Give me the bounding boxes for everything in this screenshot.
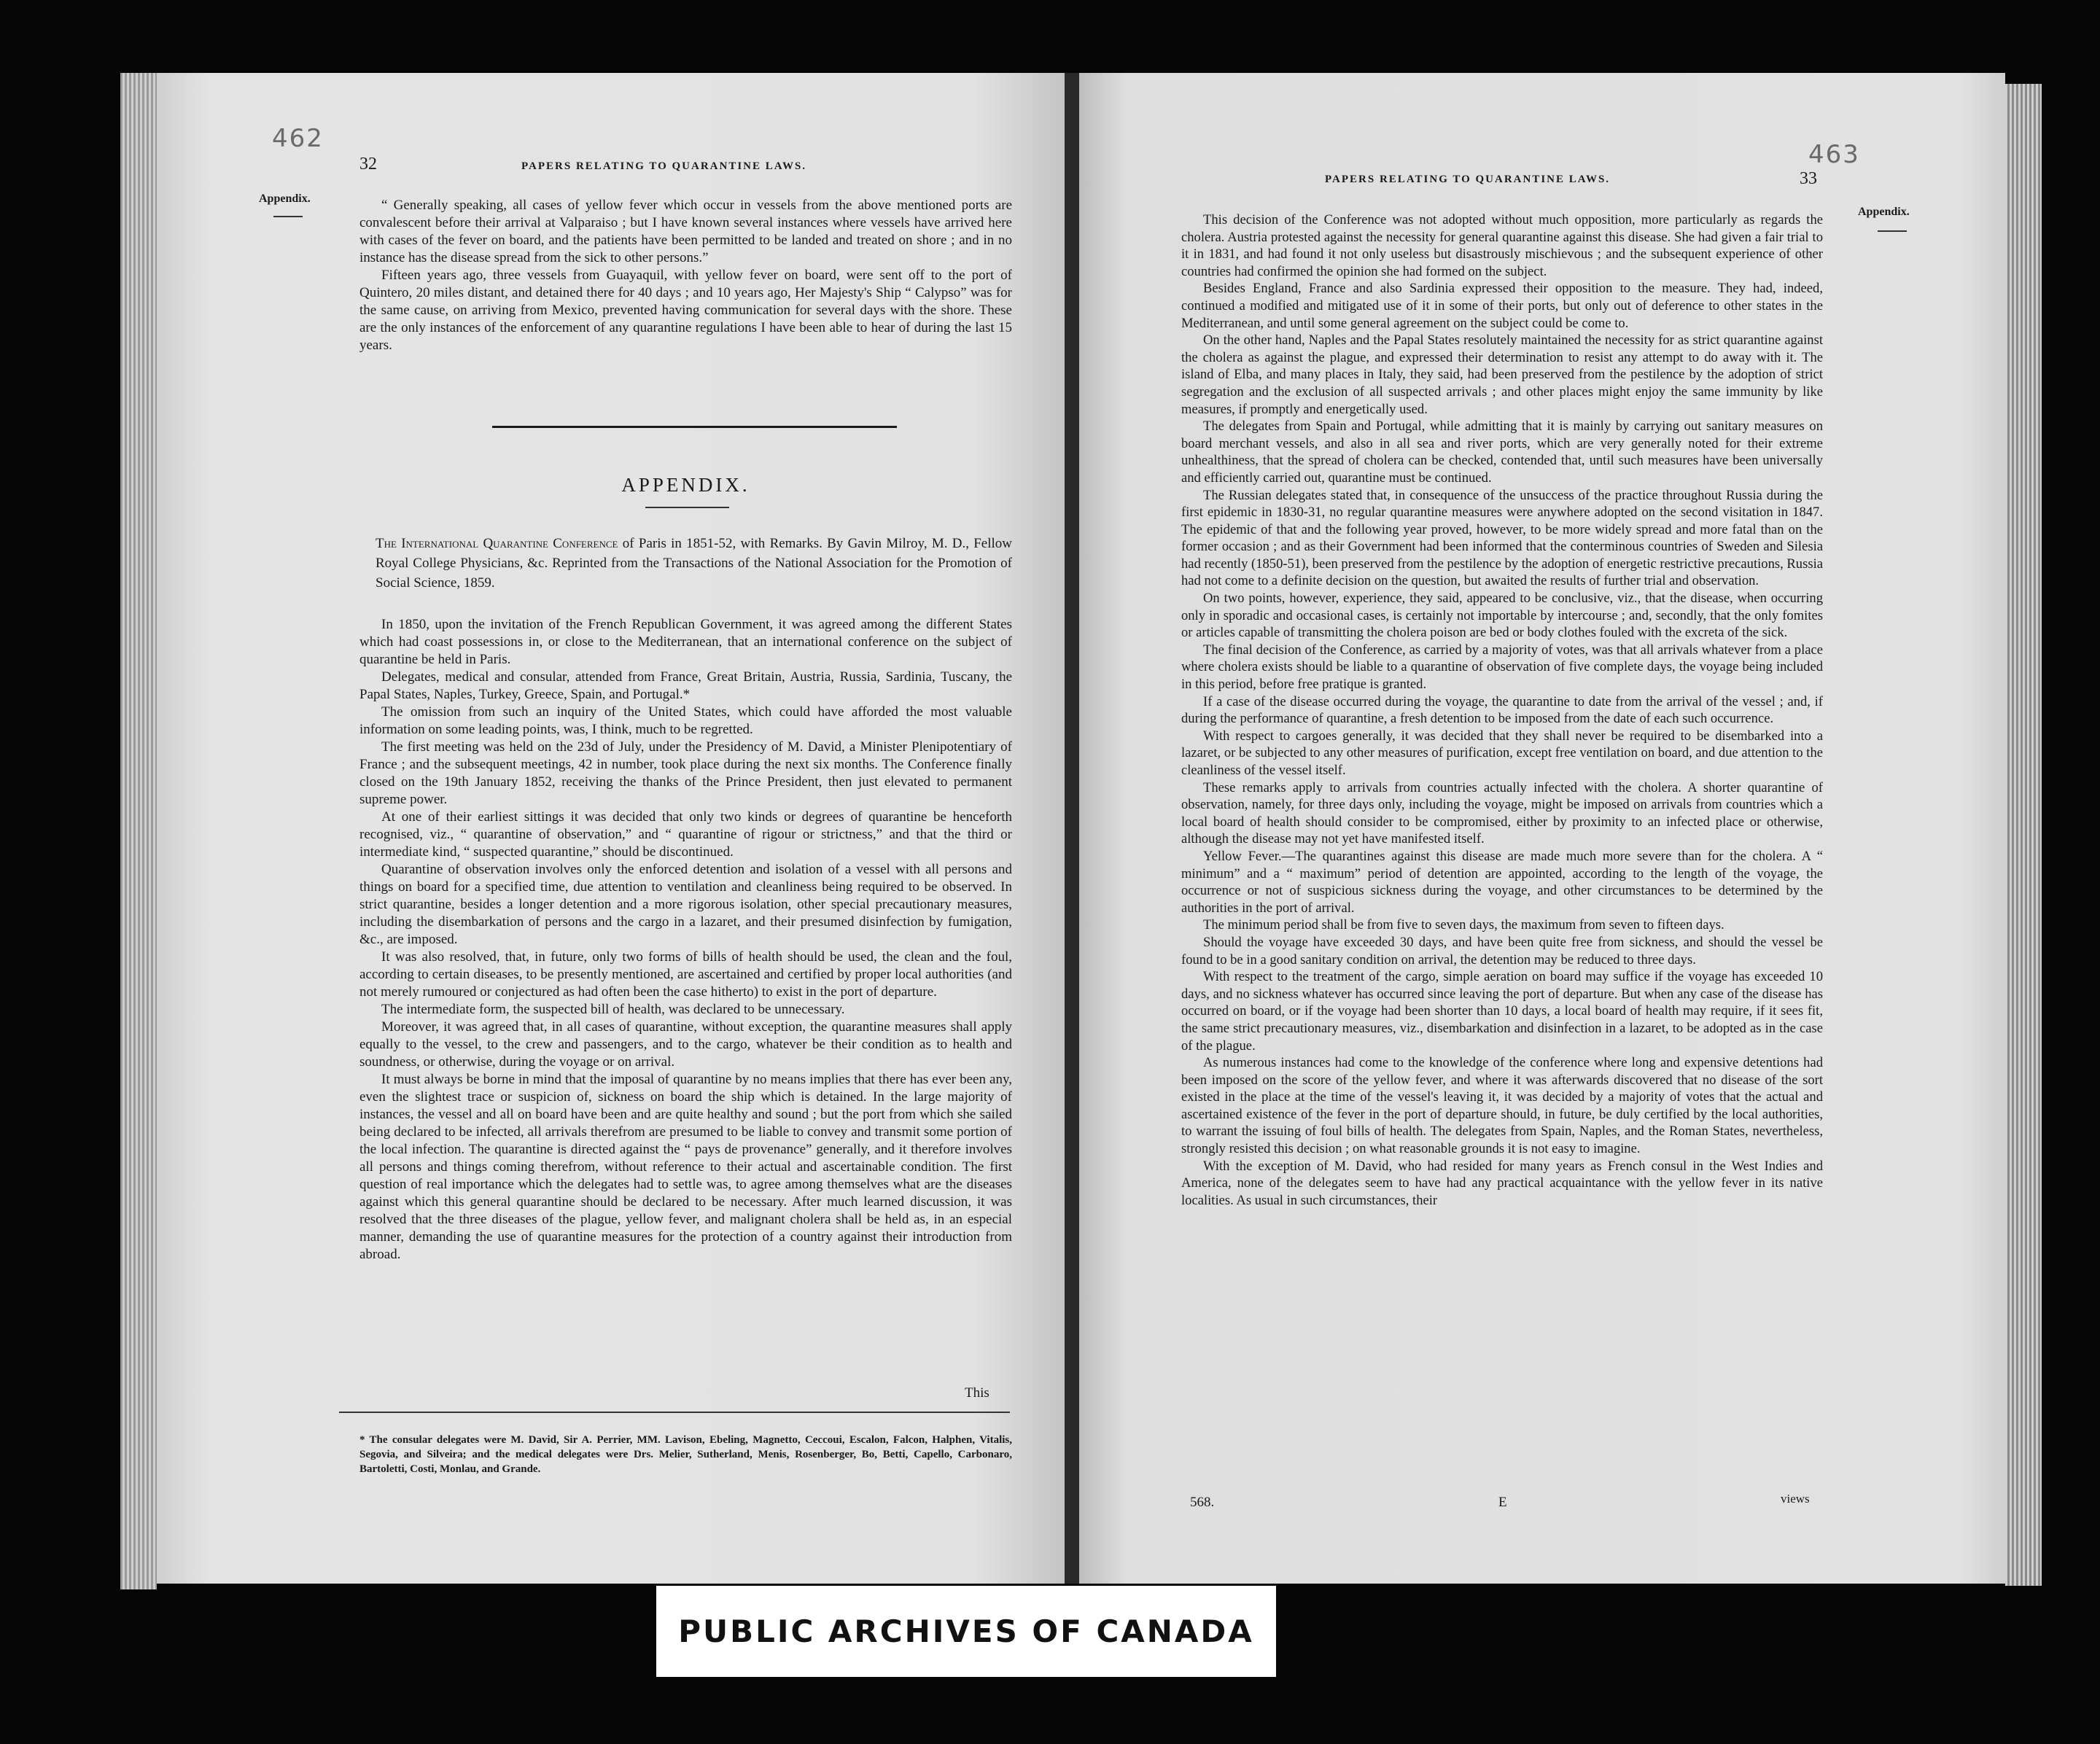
right-page bbox=[1079, 73, 2005, 1584]
body-paragraph: Besides England, France and also Sardinia expressed their opposition to the measure. They had, indeed, continued a modified and mitigated use of it in some of their ports, but only out of deference to other states in the Mediterranean, and until some general agreement on the subject could be come to. bbox=[1181, 281, 1823, 331]
body-paragraph: The delegates from Spain and Portugal, while admitting that it is mainly by carrying out sanitary measures on board merchant vessels, and also in all sea and river ports, which are very generally noted for their extreme unhealthiness, that the spread of cholera can be checked, contended that, until such measures have been universally and efficiently carried out, quarantine must be continued. bbox=[1181, 419, 1823, 486]
signature-mark: 568. bbox=[1190, 1495, 1215, 1510]
body-paragraph: The intermediate form, the suspected bill of health, was declared to be unnecessary. bbox=[381, 1002, 845, 1017]
body-paragraph: With respect to cargoes generally, it was decided that they shall never be required to be disembarked into a lazaret, or be subjected to any other measures of purification, except free ventilation on board, and due attention to the cleanliness of the vessel itself. bbox=[1181, 728, 1823, 778]
footnote-rule bbox=[339, 1412, 1010, 1413]
body-paragraph: Delegates, medical and consular, attended from France, Great Britain, Austria, Russia, Sardinia, Tuscany, the Papal States, Naples, Turkey, Greece, Spain, and Portugal.* bbox=[359, 669, 1012, 702]
footnote: * The consular delegates were M. David, Sir A. Perrier, MM. Lavison, Ebeling, Magnetto, Ceccoui, Escalon, Falcon, Halphen, Vitalis, Segovia, and Silveira; and the medical delegates were Drs. Melier, Sutherland, Menis, Rosenberger, Bo, Betti, Capello, Carbonaro, Bartoletti, Costi, Monlau, and Grande. bbox=[359, 1434, 1012, 1475]
body-paragraph: Should the voyage have exceeded 30 days, and have been quite free from sickness, and should the vessel be found to be in a good sanitary condition on arrival, the detention may be reduced to three days. bbox=[1181, 934, 1823, 968]
left-margin-rule bbox=[273, 216, 303, 217]
left-handwritten-page-number: 462 bbox=[272, 124, 324, 153]
left-running-head: PAPERS RELATING TO QUARANTINE LAWS. bbox=[521, 160, 807, 172]
right-page-edges bbox=[2005, 84, 2042, 1586]
gathering-letter: E bbox=[1498, 1495, 1507, 1510]
body-paragraph: These remarks apply to arrivals from countries actually infected with the cholera. A shorter quarantine of observation, namely, for three days only, including the voyage, might be imposed on arrivals from countries which a local board of health should consider to be compromised, either by proximity to an infected place or otherwise, although the disease may not yet have manifested itself. bbox=[1181, 779, 1823, 847]
body-paragraph: It must always be borne in mind that the imposal of quarantine by no means implies that there has ever been any, even the slightest trace or suspicion of, sickness on board the ship which is detained. In the large majority of instances, the vessel and all on board have been and are quite healthy and sound ; but the port from which she sailed being declared to be infected, all arrivals therefrom are presumed to be liable to convey and transmit some portion of the local infection. The quarantine is directed against the “ pays de provenance” generally, and it therefore involves all persons and things coming therefrom, without reference to their actual and ascertainable condition. The first question of real importance which the delegates had to settle was, to agree among themselves what are the diseases against which this general quarantine should be declared to be necessary. After much learned discussion, it was resolved that the three diseases of the plague, yellow fever, and malignant cholera shall be held as, in an especial manner, demanding the use of quarantine measures for the protection of a country against their introduction from abroad. bbox=[359, 1072, 1012, 1262]
appendix-heading: APPENDIX. bbox=[621, 474, 750, 496]
body-paragraph: As numerous instances had come to the knowledge of the conference where long and expensive detentions had been imposed on the score of the yellow fever, and where it was afterwards discovered that no disease of the sort existed in the place at the time of the vessel's leaving it, it was decided by a majority of votes that the actual and ascertained existence of the fever in the port of departure should, in future, be duly certified by the local authorities, to warrant the issuing of foul bills of health. The delegates from Spain, Naples, and the Roman States, nevertheless, strongly resisted this decision ; on what reasonable grounds it is not easy to imagine. bbox=[1181, 1055, 1823, 1157]
right-body-text bbox=[1181, 211, 1823, 1209]
left-folio: 32 bbox=[359, 155, 377, 174]
body-paragraph: With respect to the treatment of the cargo, simple aeration on board may suffice if the voyage has exceeded 10 days, and no sickness whatever has occurred since leaving the port of departure. But when any case of the disease has occurred on board, or if the voyage had been shorter than 10 days, a local board of health may require, if it sees fit, the same strict precautionary measures, viz., disembarkation and disinfection in a lazaret, to be adopted as in the case of the plague. bbox=[1181, 969, 1823, 1054]
body-paragraph: Moreover, it was agreed that, in all cases of quarantine, without exception, the quarantine measures shall apply equally to the vessel, to the crew and passengers, and to the cargo, whatever be their condition as to health and soundness, or otherwise, during the voyage or on arrival. bbox=[359, 1019, 1012, 1070]
body-paragraph: The minimum period shall be from five to seven days, the maximum from seven to fifteen days. bbox=[1203, 917, 1724, 933]
right-margin-note: Appendix. bbox=[1858, 206, 1910, 218]
body-paragraph: This decision of the Conference was not adopted without much opposition, more particularly as regards the cholera. Austria protested against the necessity for general quarantine against this disease. She had given a fair trial to it in 1831, and had found it not only useless but disastrously mischievous ; and the subsequent experience of other countries had confirmed the opinion she had formed on the subject. bbox=[1181, 212, 1823, 279]
left-body-text bbox=[359, 616, 1012, 1264]
body-paragraph: At one of their earliest sittings it was decided that only two kinds or degrees of quarantine be henceforth recognised, viz., “ quarantine of observation,” and “ quarantine of rigour or strictness,” and that the third or intermediate kind, “ suspected quarantine,” should be discontinued. bbox=[359, 809, 1012, 860]
right-handwritten-page-number: 463 bbox=[1808, 140, 1860, 169]
right-catchword: views bbox=[1781, 1492, 1810, 1506]
left-margin-note: Appendix. bbox=[259, 192, 311, 205]
left-page bbox=[157, 73, 1065, 1584]
body-paragraph: Yellow Fever.—The quarantines against this disease are made much more severe than for the cholera. A “ minimum” and a “ maximum” period of detention are appointed, according to the length of the voyage, the occurrence or not of suspicious sickness during the voyage, and other circumstances to be determined by the authorities in the port of arrival. bbox=[1181, 848, 1823, 916]
body-paragraph: On the other hand, Naples and the Papal States resolutely maintained the necessity for as strict quarantine against the cholera as against the plague, and expressed their determination to resist any attempt to do away with it. The island of Elba, and many places in Italy, they said, had been preserved from the pestilence by the adoption of strict segregation and the exclusion of all suspected arrivals ; and other places might enjoy the same immunity by like measures, if promptly and energetically used. bbox=[1181, 332, 1823, 417]
left-page-edges bbox=[120, 73, 157, 1589]
right-folio: 33 bbox=[1800, 169, 1817, 188]
left-paragraph: Fifteen years ago, three vessels from Guayaquil, with yellow fever on board, were sent off to the port of Quintero, 20 miles distant, and detained there for 40 days ; and 10 years ago, Her Majesty's Ship “ Calypso” was for the same cause, on arriving from Mexico, prevented having communication for several days with the shore. These are the only instances of the enforcement of any quarantine regulations I have been able to hear of during the last 15 years. bbox=[359, 268, 1012, 353]
section-rule bbox=[492, 426, 897, 428]
right-margin-rule bbox=[1878, 230, 1907, 232]
left-paragraph: “ Generally speaking, all cases of yellow fever which occur in vessels from the above mentioned ports are convalescent before their arrival at Valparaiso ; but I have known several instances where vessels have arrived here with cases of the fever on board, and the patients have been permitted to be landed and treated on shore ; and in no instance has the disease spread from the sick to other persons.” bbox=[359, 198, 1012, 265]
book-gutter bbox=[1065, 73, 1079, 1584]
left-opening-text bbox=[359, 197, 1012, 354]
body-paragraph: In 1850, upon the invitation of the French Republican Government, it was agreed among the different States which had coast possessions in, or close to the Mediterranean, that an international conference on the subject of quarantine be held in Paris. bbox=[359, 617, 1012, 667]
body-paragraph: The Russian delegates stated that, in consequence of the unsuccess of the practice throughout Russia during the first epidemic in 1830-31, no regular quarantine measures were anywhere adopted on the second visitation in 1847. The epidemic of that and the following year proved, however, to be more widely spread and more fatal than on the former occasion ; and as their Government had been informed that the conterminous countries of Sweden and Silesia had recently (1850-51), been preserved from the pestilence by the adoption of energetic restrictive precautions, Russia had not come to a definite decision on the question, but awaited the results of further trial and observation. bbox=[1181, 487, 1823, 589]
heading-underline bbox=[645, 507, 729, 508]
left-catchword: This bbox=[965, 1385, 989, 1401]
right-running-head: PAPERS RELATING TO QUARANTINE LAWS. bbox=[1325, 174, 1611, 185]
body-paragraph: On two points, however, experience, they said, appeared to be conclusive, viz., that the disease, when occurring only in sporadic and occasional cases, is certainly not importable by intercourse ; and, secondly, that the only fomites or articles capable of transmitting the cholera poison are bed or body clothes fouled with the excreta of the sick. bbox=[1181, 591, 1823, 641]
appendix-subtitle bbox=[376, 534, 1012, 593]
appendix-subtitle-rest: of Paris in 1851-52, with Remarks. By Gavin Milroy, M. D., Fellow Royal College Physicians, &c. Reprinted from the Transactions of the National Association for the Promotion of Social Science, 1859. bbox=[376, 536, 1013, 591]
body-paragraph: The first meeting was held on the 23d of July, under the Presidency of M. David, a Minister Plenipotentiary of France ; and the subsequent meetings, 42 in number, took place during the next six months. The Conference finally closed on the 19th January 1852, receiving the thanks of the Prince President, then just elevated to permanent supreme power. bbox=[359, 739, 1012, 807]
body-paragraph: With the exception of M. David, who had resided for many years as French consul in the West Indies and America, none of the delegates seem to have had any practical acquaintance with the yellow fever in its native localities. As usual in such circumstances, their bbox=[1181, 1158, 1823, 1208]
body-paragraph: If a case of the disease occurred during the voyage, the quarantine to date from the arrival of the vessel ; and, if during the performance of quarantine, a fresh detention to be imposed from the date of each such occurrence. bbox=[1181, 693, 1823, 727]
appendix-subtitle-lead: The International Quarantine Conference bbox=[376, 536, 618, 551]
body-paragraph: The omission from such an inquiry of the United States, which could have afforded the most valuable information on some leading points, was, I think, much to be regretted. bbox=[359, 704, 1012, 737]
archives-stamp-label: PUBLIC ARCHIVES OF CANADA bbox=[678, 1613, 1254, 1649]
body-paragraph: The final decision of the Conference, as carried by a majority of votes, was that all arrivals whatever from a place where cholera exists should be liable to a quarantine of observation of five complete days, the voyage being included in this period, before free pratique is granted. bbox=[1181, 642, 1823, 693]
body-paragraph: Quarantine of observation involves only the enforced detention and isolation of a vessel with all persons and things on board for a specified time, due attention to ventilation and cleanliness being required to be observed. In strict quarantine, besides a longer detention and a more rigorous isolation, other special precautionary measures, including the disembarkation of persons and the cargo in a lazaret, and their presumed disinfection by fumigation, &c., are imposed. bbox=[359, 862, 1012, 947]
body-paragraph: It was also resolved, that, in future, only two forms of bills of health should be used, the clean and the foul, according to certain diseases, to be presently mentioned, are ascertained and certified by proper local authorities (and not merely rumoured or conjectured as had often been the case hitherto) to exist in the port of departure. bbox=[359, 949, 1012, 1000]
